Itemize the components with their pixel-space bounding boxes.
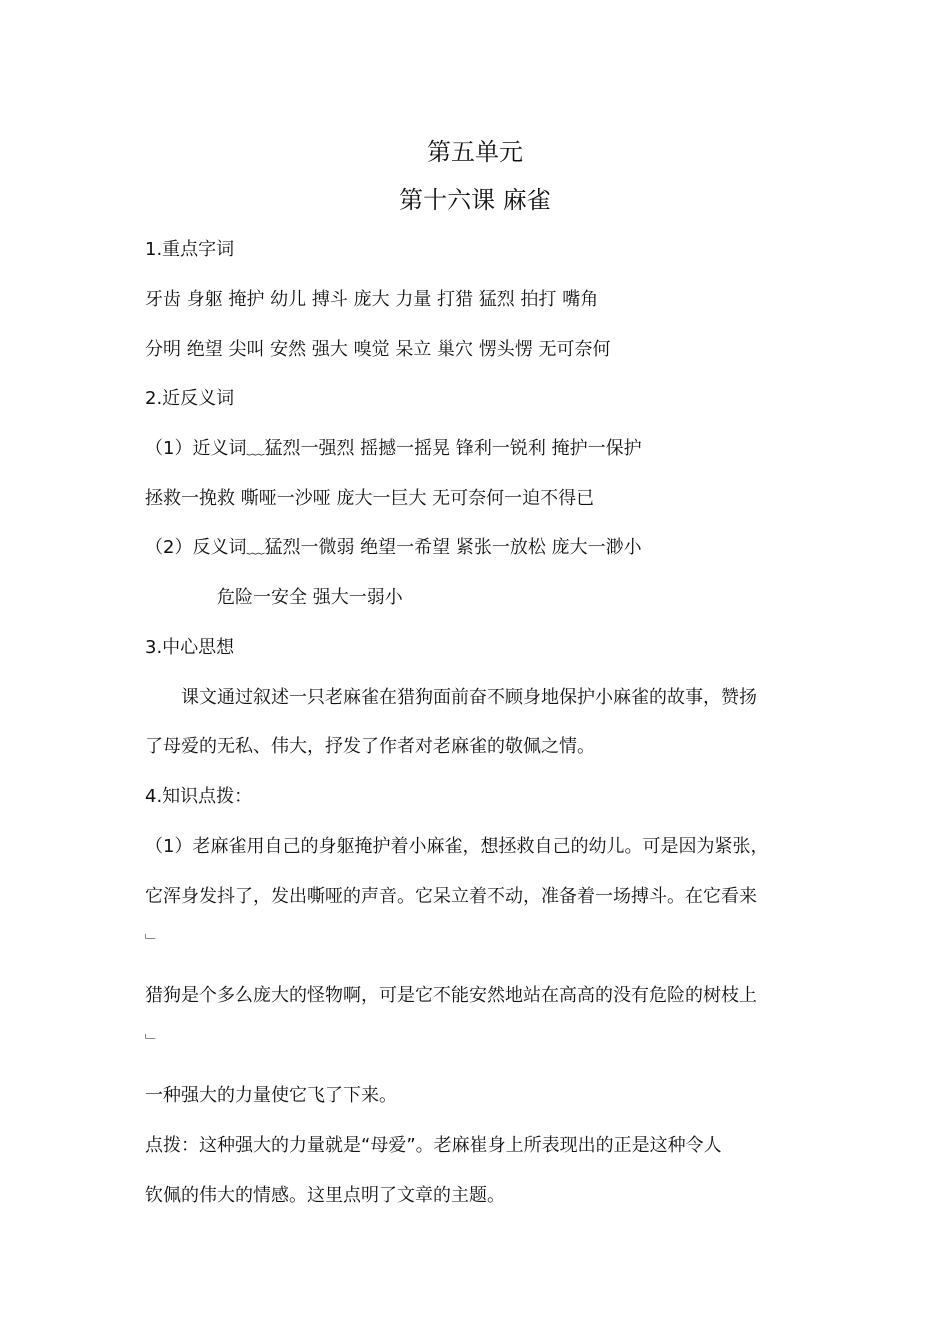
synonyms-line: （1）近义词﹏猛烈一强烈 摇撼一摇晃 锋利一锐利 掩护一保护 [145,438,642,459]
corner-mark: ﹂ [145,1034,159,1050]
unit-title: 第五单元 [427,138,523,166]
corner-mark: ﹂ [145,934,159,950]
section-heading-key-words: 1.重点字词 [145,239,235,260]
section-heading-central-idea: 3.中心思想 [145,637,235,658]
knowledge-point-line: （1）老麻雀用自己的身躯掩护着小麻雀，想拯救自己的幼儿。可是因为紧张， [145,836,769,857]
antonyms-line: 危险一安全 强大一弱小 [217,587,403,608]
tip-line: 点拨：这种强大的力量就是“母爱”。老麻崔身上所表现出的正是这种令人 [145,1135,722,1156]
key-words-line: 牙齿 身躯 掩护 幼儿 搏斗 庞大 力量 打猎 猛烈 拍打 嘴角 [145,289,599,310]
knowledge-point-line: 一种强大的力量使它飞了下来。 [145,1085,397,1106]
central-idea-paragraph-line: 了母爱的无私、伟大，抒发了作者对老麻雀的敬佩之情。 [145,736,595,757]
lesson-title: 第十六课 麻雀 [399,186,551,214]
section-heading-knowledge-points: 4.知识点拨： [145,786,253,807]
synonyms-line: 拯救一挽救 嘶哑一沙哑 庞大一巨大 无可奈何一迫不得已 [145,488,595,509]
section-heading-synonyms-antonyms: 2.近反义词 [145,388,235,409]
tip-line: 钦佩的伟大的情感。这里点明了文章的主题。 [145,1185,505,1206]
central-idea-paragraph-line: 课文通过叙述一只老麻雀在猎狗面前奋不顾身地保护小麻雀的故事，赞扬 [181,687,757,708]
knowledge-point-line: 它浑身发抖了，发出嘶哑的声音。它呆立着不动，准备着一场搏斗。在它看来 [145,886,757,907]
antonyms-line: （2）反义词﹏猛烈一微弱 绝望一希望 紧张一放松 庞大一渺小 [145,537,642,558]
key-words-line: 分明 绝望 尖叫 安然 强大 嗅觉 呆立 巢穴 愣头愣 无可奈何 [145,339,611,360]
knowledge-point-line: 猎狗是个多么庞大的怪物啊，可是它不能安然地站在高高的没有危险的树枝上 [145,985,757,1006]
